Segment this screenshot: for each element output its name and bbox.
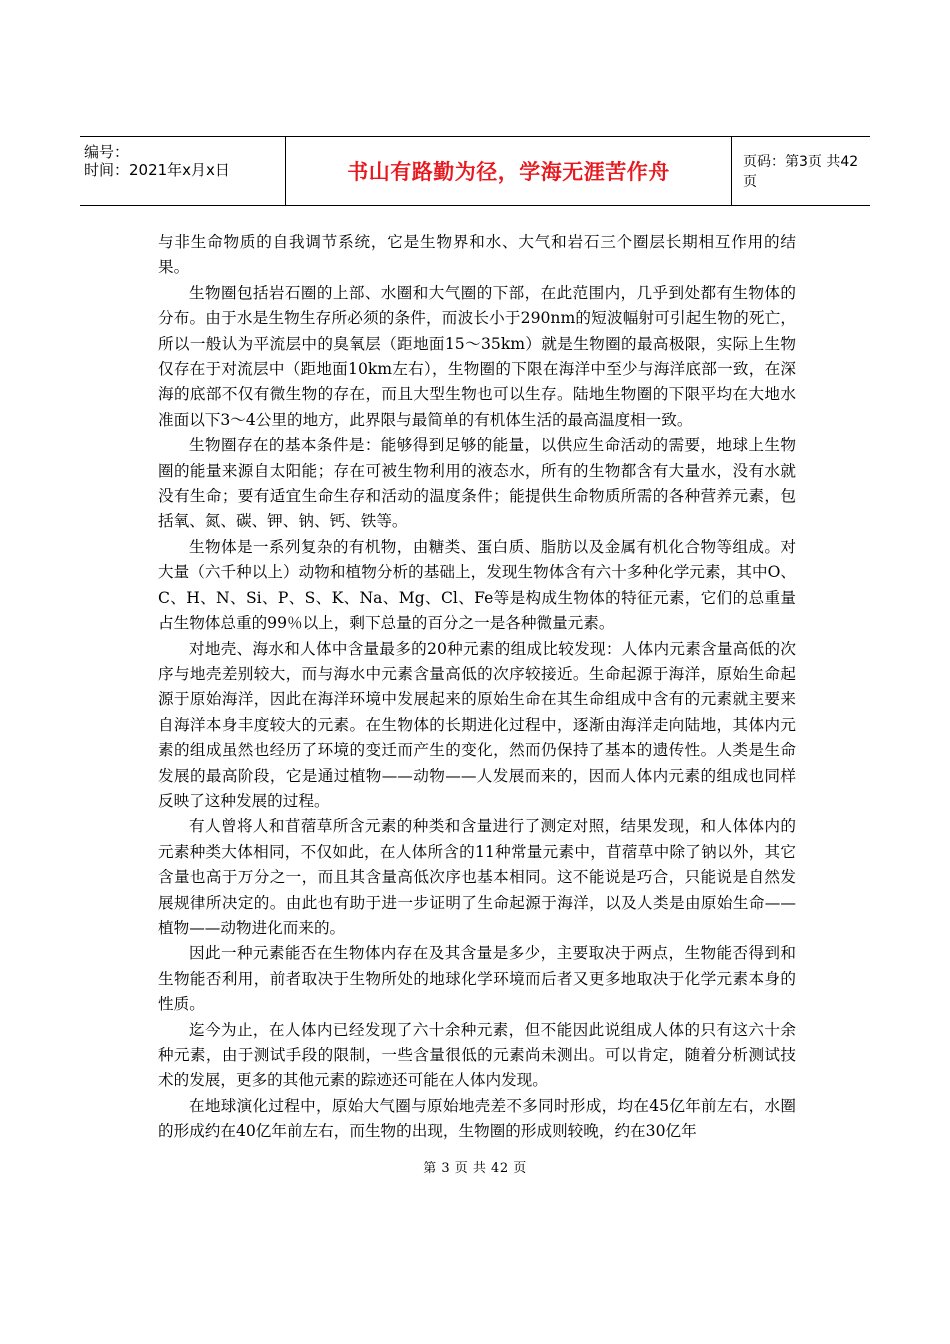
page-footer: 第 3 页 共 42 页 (423, 1161, 527, 1176)
paragraph: 生物圈包括岩石圈的上部、水圈和大气圈的下部，在此范围内，几乎到处都有生物体的分布。由于水是生物生存所必须的条件，而波长小于290nm的短波幅射可引起生物的死亡，所以一般认为平流层中的臭氧层（距地面15～35km）就是生物圈的最高极限，实际上生物仅存在于对流层中（距地面10km左右），生物圈的下限在海洋中至少与海洋底部一致，在深海的底部不仅有微生物的存在，而且大型生物也可以生存。陆地生物圈的下限平均在大地水准面以下3～4公里的地方，此界限与最简单的有机体生活的最高温度相一致。 (158, 283, 796, 429)
document-header (80, 136, 870, 206)
paragraph: 因此一种元素能否在生物体内存在及其含量是多少，主要取决于两点，生物能否得到和生物能否利用，前者取决于生物所处的地球化学环境而后者又更多地取决于化学元素本身的性质。 (158, 944, 796, 1014)
header-page-cell (731, 137, 870, 205)
paragraph: 对地壳、海水和人体中含量最多的20种元素的组成比较发现：人体内元素含量高低的次序与地壳差别较大，而与海水中元素含量高低的次序较接近。生命起源于海洋，原始生命起源于原始海洋，因此在海洋环境中发展起来的原始生命在其生命组成中含有的元素就主要来自海洋本身丰度较大的元素。在生物体的长期进化过程中，逐渐由海洋走向陆地，其体内元素的组成虽然也经历了环境的变迁而产生的变化，然而仍保持了基本的遗传性。人类是生命发展的最高阶段，它是通过植物——动物——人发展而来的，因而人体内元素的组成也同样反映了这种发展的过程。 (158, 639, 796, 810)
document-body (158, 230, 796, 1145)
paragraph: 有人曾将人和苜蓿草所含元素的种类和含量进行了测定对照，结果发现，和人体体内的元素种类大体相同，不仅如此，在人体所含的11种常量元素中，苜蓿草中除了钠以外，其它含量也高于万分之一，而且其含量高低次序也基本相同。这不能说是巧合，只能说是自然发展规律所决定的。由此也有助于进一步证明了生命起源于海洋，以及人类是由原始生命——植物——动物进化而来的。 (158, 817, 796, 937)
paragraph: 与非生命物质的自我调节系统，它是生物界和水、大气和岩石三个圈层长期相互作用的结果。 (158, 233, 796, 277)
header-motto: 书山有路勤为径，学海无涯苦作舟 (347, 160, 670, 184)
header-page-label: 页码：第3页 共42页 (743, 154, 859, 190)
header-motto-cell (285, 137, 732, 205)
paragraph: 生物圈存在的基本条件是：能够得到足够的能量，以供应生命活动的需要，地球上生物圈的能量来源自太阳能；存在可被生物利用的液态水，所有的生物都含有大量水，没有水就没有生命；要有适宜生命生存和活动的温度条件；能提供生命物质所需的各种营养元素，包括氧、氮、碳、钾、钠、钙、铁等。 (158, 436, 796, 531)
header-left-cell (80, 137, 285, 205)
paragraph: 迄今为止，在人体内已经发现了六十余种元素，但不能因此说组成人体的只有这六十余种元素，由于测试手段的限制，一些含量很低的元素尚未测出。可以肯定，随着分析测试技术的发展，更多的其他元素的踪迹还可能在人体内发现。 (158, 1020, 796, 1090)
document-time-label: 时间：2021年x月x日 (84, 161, 230, 179)
document-number-label: 编号： (84, 143, 130, 161)
paragraph: 生物体是一系列复杂的有机物，由糖类、蛋白质、脂肪以及金属有机化合物等组成。对大量（六千种以上）动物和植物分析的基础上，发现生物体含有六十多种化学元素，其中O、C、H、N、Si、P、S、K、Na、Mg、Cl、Fe等是构成生物体的特征元素，它们的总重量占生物体总重的99％以上，剩下总量的百分之一是各种微量元素。 (158, 537, 796, 633)
paragraph: 在地球演化过程中，原始大气圈与原始地壳差不多同时形成，均在45亿年前左右，水圈的形成约在40亿年前左右，而生物的出现，生物圈的形成则较晚，约在30亿年 (158, 1096, 796, 1141)
